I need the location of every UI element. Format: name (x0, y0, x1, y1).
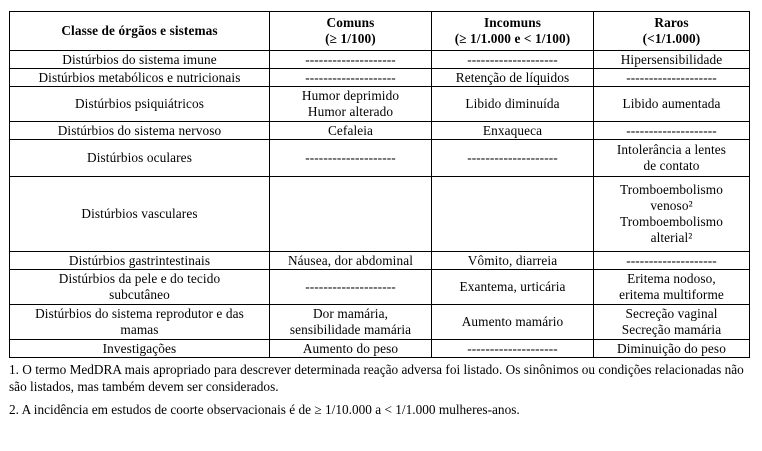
organ-class-cell (10, 122, 270, 140)
table-row (10, 340, 750, 358)
organ-class-cell (10, 177, 270, 252)
header-common: Comuns (≥ 1/100) (270, 12, 432, 51)
document (9, 11, 749, 424)
cell-text-line: Enxaqueca (482, 122, 543, 138)
table-row (10, 270, 750, 305)
cell-text-line: Náusea, dor abdominal (287, 252, 414, 268)
uncommon-cell (432, 51, 594, 69)
table-row (10, 51, 750, 69)
uncommon-cell (432, 69, 594, 87)
organ-class-cell (10, 340, 270, 358)
cell-text-line: Hipersensibilidade (620, 51, 723, 67)
cell-text-line: -------------------- (467, 340, 558, 356)
organ-class-cell (10, 87, 270, 122)
table-row (10, 140, 750, 177)
rare-cell (594, 177, 750, 252)
cell-text-line: -------------------- (467, 51, 558, 67)
cell-text-line: mamas (120, 322, 159, 337)
common-cell (270, 270, 432, 305)
footnote-1: 1. O termo MedDRA mais apropriado para descrever determinada reação adversa foi listado. Os sinônimos ou condições relacionadas não são listados, mas também devem ser considerados. (9, 362, 744, 394)
cell-text-line: Retenção de líquidos (455, 69, 570, 85)
cell-text-line: Tromboembolismo (620, 214, 723, 229)
common-cell (270, 177, 432, 252)
rare-cell (594, 270, 750, 305)
common-cell (270, 87, 432, 122)
common-cell (270, 122, 432, 140)
footnotes (9, 361, 749, 418)
cell-text-line: -------------------- (305, 51, 396, 67)
cell-text-line: -------------------- (305, 150, 396, 165)
header-organ-class: Classe de órgãos e sistemas (10, 12, 270, 51)
rare-cell (594, 87, 750, 122)
rare-cell (594, 305, 750, 340)
rare-cell (594, 122, 750, 140)
table-row (10, 305, 750, 340)
organ-class-cell (10, 69, 270, 87)
cell-text-line: Aumento mamário (461, 314, 564, 329)
cell-text-line: Distúrbios do sistema reprodutor e das (35, 306, 244, 321)
cell-text-line: Distúrbios psiquiátricos (74, 96, 205, 111)
cell-text-line: subcutâneo (109, 287, 170, 302)
common-cell (270, 252, 432, 270)
table-row (10, 69, 750, 87)
cell-text-line: alterial² (650, 230, 693, 245)
cell-text-line: Secreção mamária (621, 322, 722, 337)
cell-text-line: -------------------- (305, 69, 396, 85)
rare-cell (594, 69, 750, 87)
rare-cell (594, 51, 750, 69)
cell-text-line: Exantema, urticária (459, 279, 566, 294)
cell-text-line: de contato (643, 158, 700, 173)
cell-text-line: Humor deprimido (301, 88, 400, 103)
cell-text-line: Cefaleia (327, 122, 374, 138)
cell-text-line: eritema multiforme (619, 287, 724, 302)
common-cell (270, 305, 432, 340)
cell-text-line: Tromboembolismo (620, 182, 723, 197)
cell-text-line: -------------------- (626, 122, 717, 138)
cell-text-line: Distúrbios do sistema nervoso (57, 122, 222, 138)
header-uncommon: Incomuns (≥ 1/1.000 e < 1/100) (432, 12, 594, 51)
uncommon-cell (432, 252, 594, 270)
cell-text-line: Distúrbios vasculares (81, 206, 198, 221)
cell-text-line: Intolerância a lentes (616, 142, 727, 157)
uncommon-cell (432, 305, 594, 340)
table-row (10, 252, 750, 270)
cell-text-line: Vômito, diarreia (467, 252, 558, 268)
cell-text-line: Distúrbios gastrintestinais (68, 252, 211, 268)
rare-cell (594, 340, 750, 358)
cell-text-line: Distúrbios da pele e do tecido (58, 271, 221, 286)
cell-text-line: Libido aumentada (622, 96, 721, 111)
uncommon-cell (432, 177, 594, 252)
footnote-2: 2. A incidência em estudos de coorte observacionais é de ≥ 1/10.000 a < 1/1.000 mulheres-anos. (9, 402, 520, 417)
header-rare: Raros (<1/1.000) (594, 12, 750, 51)
cell-text-line: -------------------- (626, 69, 717, 85)
organ-class-cell (10, 305, 270, 340)
uncommon-cell (432, 87, 594, 122)
cell-text-line: Aumento do peso (302, 340, 399, 356)
rare-cell (594, 252, 750, 270)
cell-text-line: Dor mamária, (312, 306, 389, 321)
cell-text-line: Distúrbios oculares (87, 150, 192, 165)
cell-text-line: -------------------- (626, 252, 717, 268)
uncommon-cell (432, 122, 594, 140)
uncommon-cell (432, 140, 594, 177)
table-row (10, 87, 750, 122)
table-body (10, 51, 750, 358)
cell-text-line: -------------------- (467, 150, 558, 165)
cell-text-line: Diminuição do peso (617, 340, 726, 356)
cell-text-line: Libido diminuída (465, 96, 560, 111)
cell-text-line: Secreção vaginal (625, 306, 718, 321)
common-cell (270, 140, 432, 177)
table-row (10, 177, 750, 252)
cell-text-line: Investigações (102, 340, 177, 356)
organ-class-cell (10, 252, 270, 270)
common-cell (270, 69, 432, 87)
cell-text-line: Distúrbios do sistema imune (62, 51, 217, 67)
table-header-row (10, 12, 750, 51)
cell-text-line: Distúrbios metabólicos e nutricionais (38, 69, 241, 85)
uncommon-cell (432, 270, 594, 305)
cell-text-line: Humor alterado (307, 104, 394, 119)
cell-text-line: venoso² (650, 198, 693, 213)
organ-class-cell (10, 270, 270, 305)
table-row (10, 122, 750, 140)
common-cell (270, 340, 432, 358)
cell-text-line: Eritema nodoso, (627, 271, 716, 286)
uncommon-cell (432, 340, 594, 358)
adverse-reactions-table (9, 11, 750, 358)
organ-class-cell (10, 140, 270, 177)
cell-text-line: -------------------- (305, 279, 396, 294)
cell-text-line: sensibilidade mamária (289, 322, 412, 337)
common-cell (270, 51, 432, 69)
organ-class-cell (10, 51, 270, 69)
rare-cell (594, 140, 750, 177)
